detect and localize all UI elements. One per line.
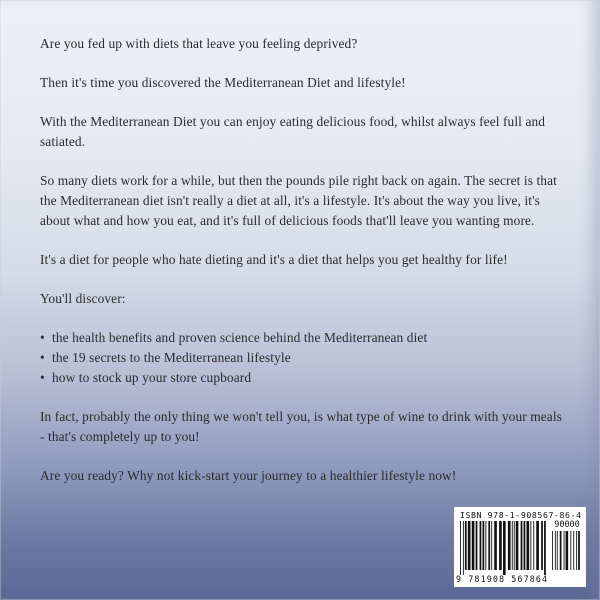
barcode-bar (508, 521, 511, 570)
enjoy-paragraph: With the Mediterranean Diet you can enjoy eating delicious food, whilst always feel full and satiated. (40, 114, 546, 149)
barcode-bar (536, 521, 539, 570)
barcode-bar (488, 521, 490, 570)
barcode-bar (576, 531, 577, 570)
barcode-bar (494, 521, 497, 570)
barcode-bar (468, 521, 471, 570)
barcode-bar (463, 521, 464, 575)
list-item: • the 19 secrets to the Mediterranean lifestyle (40, 348, 568, 368)
lifestyle-paragraph: So many diets work for a while, but then the pounds pile right back on again. The secret is that the Mediterranean diet isn't really a diet at all, it's a lifestyle. It's about the way you live, it's about what and how you eat, and it's full of delicious foods that'll leave you wanting more. (40, 173, 557, 228)
barcode-bar (514, 521, 515, 570)
barcode-bar (460, 521, 461, 575)
barcode-bar (555, 531, 556, 570)
intro-question: Are you fed up with diets that leave you feeling deprived? (40, 36, 358, 51)
barcode-bar (524, 521, 526, 570)
barcode-bar (530, 521, 531, 570)
barcode-bar (482, 521, 484, 570)
closing-line: Are you ready? Why not kick-start your journey to a healthier lifestyle now! (40, 468, 457, 483)
barcode-bar (573, 531, 574, 570)
barcode-bar (503, 521, 506, 575)
discover-list (40, 328, 568, 388)
ean-digits: 9 781908 567864 (456, 574, 549, 584)
isbn-label: ISBN 978-1-908567-86-4 (460, 510, 582, 520)
barcode-bar (499, 521, 502, 570)
barcode-bar (476, 521, 478, 570)
wine-paragraph: In fact, probably the only thing we won't tell you, is what type of wine to drink with your meals - that's completely up to you! (40, 409, 562, 444)
barcode-bar (552, 531, 553, 570)
barcode-bar (560, 531, 562, 570)
barcode-bar (564, 531, 565, 570)
barcode-bar (491, 521, 492, 570)
barcode-bar (544, 521, 546, 575)
hate-dieting-paragraph: It's a diet for people who hate dieting and it's a diet that helps you get healthy for life! (40, 252, 508, 267)
barcode-bar (570, 531, 571, 570)
barcode-bar (557, 531, 558, 570)
price-addon-digits: 90000 (554, 520, 580, 530)
list-item: • the health benefits and proven science behind the Mediterranean diet (40, 328, 568, 348)
barcode-bar (578, 531, 580, 570)
list-intro: You'll discover: (40, 291, 126, 306)
barcode-bar (465, 521, 467, 570)
discover-line: Then it's time you discovered the Mediterranean Diet and lifestyle! (40, 75, 406, 90)
barcode-bar (516, 521, 519, 570)
barcode-bar (533, 521, 534, 570)
ean-barcode-bars (460, 521, 548, 575)
isbn-barcode (454, 507, 586, 587)
barcode-bar (541, 521, 543, 570)
barcode-bar (566, 531, 569, 570)
barcode-bar (472, 521, 475, 570)
barcode-bar (480, 521, 482, 570)
barcode-bar (526, 521, 529, 570)
blurb-text (40, 34, 568, 505)
barcode-bar (485, 521, 486, 570)
list-item: • how to stock up your store cupboard (40, 368, 568, 388)
addon-barcode-bars (552, 531, 582, 575)
barcode-bar (512, 521, 513, 570)
barcode-bar (521, 521, 523, 570)
